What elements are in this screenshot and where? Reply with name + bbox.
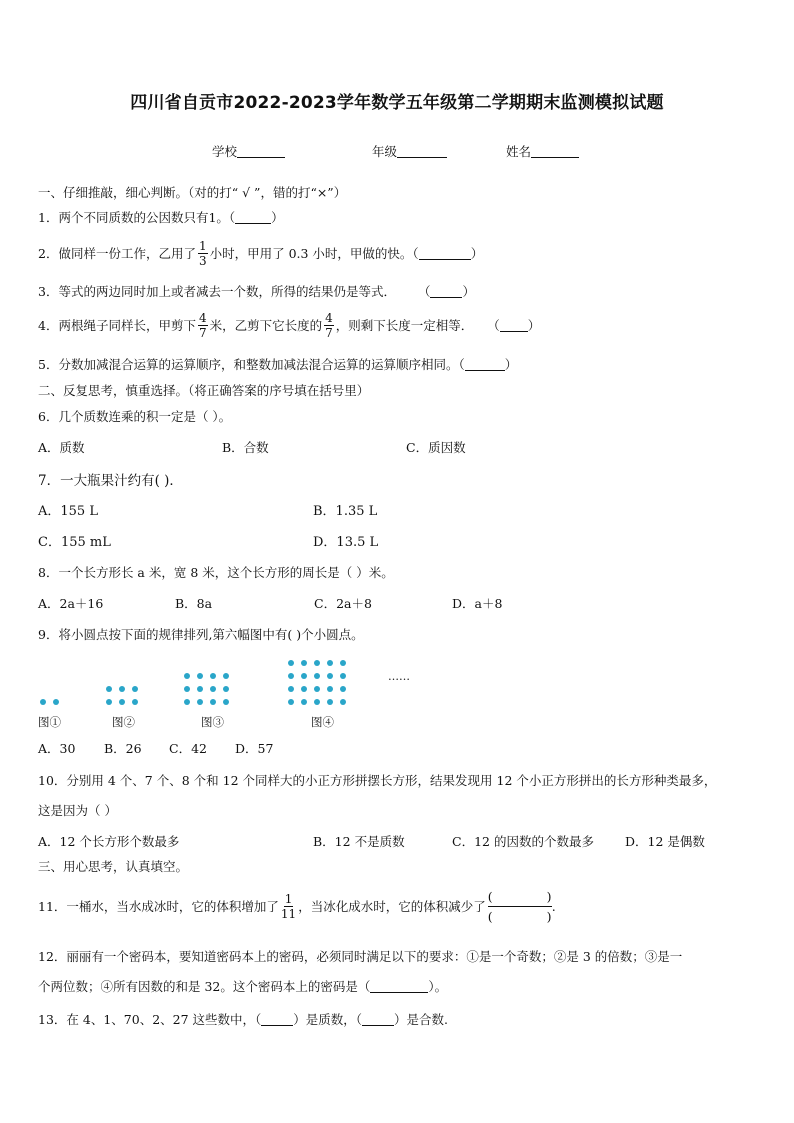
q9-option-b[interactable]: B．26 xyxy=(104,741,142,756)
dot xyxy=(223,686,229,692)
q9-option-c[interactable]: C．42 xyxy=(169,741,207,756)
name-label: 姓名 xyxy=(506,144,532,159)
q1-text: 1．两个不同质数的公因数只有1。（ xyxy=(38,210,236,225)
question-8: 8．一个长方形长 a 米，宽 8 米，这个长方形的周长是（ ）米。 xyxy=(38,565,394,580)
q7-option-c[interactable]: C．155 mL xyxy=(38,535,111,550)
dot xyxy=(288,673,294,679)
q4-fraction-2: $\frac{4}{7}$ xyxy=(325,310,333,340)
dot xyxy=(301,673,307,679)
question-12-line-2 xyxy=(38,977,447,995)
q4-fraction-1: $\frac{4}{7}$ xyxy=(198,310,207,340)
q2-fraction: $\frac{1}{3}$ xyxy=(198,238,207,268)
q4-pre: 4．两根绳子同样长，甲剪下 xyxy=(38,318,196,333)
q11-end: . xyxy=(551,898,556,914)
fig-label-3: 图③ xyxy=(201,715,224,729)
q3-open: （ xyxy=(417,284,431,299)
dot xyxy=(132,699,138,705)
q11-pre: 11．一桶水，当水成冰时，它的体积增加了 xyxy=(38,899,279,914)
question-10-line-2: 这是因为（ ） xyxy=(38,803,117,818)
q12-line2-post: ）。 xyxy=(428,979,448,994)
question-6: 6．几个质数连乘的积一定是（ ）。 xyxy=(38,409,232,424)
q10-option-c[interactable]: C．12 的因数的个数最多 xyxy=(452,834,594,849)
dot xyxy=(327,660,333,666)
dot xyxy=(340,660,346,666)
fig-label-4: 图④ xyxy=(311,715,334,729)
question-4 xyxy=(38,310,540,340)
q1-close: ） xyxy=(271,210,284,225)
section-3-heading: 三、用心思考，认真填空。 xyxy=(38,859,189,874)
name-field xyxy=(506,142,579,160)
dot xyxy=(210,673,216,679)
q10-option-d[interactable]: D．12 是偶数 xyxy=(625,834,705,849)
q4-mid: 米，乙剪下它长度的 xyxy=(209,318,323,333)
dot xyxy=(340,699,346,705)
dot xyxy=(314,660,320,666)
section-2-heading: 二、反复思考，慎重选择。（将正确答案的序号填在括号里） xyxy=(38,383,370,398)
dot xyxy=(106,699,112,705)
question-1 xyxy=(38,208,284,226)
q10-option-a[interactable]: A．12 个长方形个数最多 xyxy=(38,834,180,849)
section-1-heading: 一、仔细推敲，细心判断。（对的打“ √ ”，错的打“×”） xyxy=(38,185,347,200)
grade-field xyxy=(372,142,447,160)
dot xyxy=(223,699,229,705)
q3-close: ） xyxy=(462,284,475,299)
question-13 xyxy=(38,1010,448,1028)
dot xyxy=(132,686,138,692)
q8-option-c[interactable]: C．2a＋8 xyxy=(314,596,372,611)
dot xyxy=(301,660,307,666)
dot xyxy=(210,686,216,692)
dot xyxy=(340,686,346,692)
q7-option-d[interactable]: D．13.5 L xyxy=(313,535,379,550)
dot xyxy=(197,673,203,679)
q12-blank[interactable] xyxy=(370,980,428,993)
question-2 xyxy=(38,238,483,268)
dot xyxy=(184,686,190,692)
q3-blank[interactable] xyxy=(430,285,462,298)
dot xyxy=(53,699,59,705)
q3-text: 3．等式的两边同时加上或者减去一个数，所得的结果仍是等式． xyxy=(38,284,396,299)
q9-option-d[interactable]: D．57 xyxy=(235,741,274,756)
dot xyxy=(288,660,294,666)
dot xyxy=(301,686,307,692)
q9-ellipsis: …… xyxy=(388,670,410,683)
question-10-line-1: 10．分别用 4 个、7 个、8 个和 12 个同样大的小正方形拼摆长方形，结果发现用 12 个小正方形拼出的长方形种类最多， xyxy=(38,773,717,788)
dot xyxy=(288,699,294,705)
grade-label: 年级 xyxy=(372,144,398,159)
q13-pre: 13．在 4、1、70、2、27 这些数中，（ xyxy=(38,1012,262,1027)
dot xyxy=(340,673,346,679)
q1-blank[interactable] xyxy=(235,211,271,224)
q11-post: ，当冰化成水时，它的体积减少了 xyxy=(298,899,486,914)
q10-option-b[interactable]: B．12 不是质数 xyxy=(313,834,405,849)
question-12-line-1: 12．丽丽有一个密码本，要知道密码本上的密码，必须同时满足以下的要求：①是一个奇数；②是 3 的倍数；③是一 xyxy=(38,949,683,964)
question-3 xyxy=(38,282,475,300)
q12-line2-pre: 个两位数；④所有因数的和是 32。这个密码本上的密码是（ xyxy=(38,979,371,994)
question-11 xyxy=(38,884,556,928)
q5-blank[interactable] xyxy=(465,358,505,371)
dot xyxy=(223,673,229,679)
q7-option-b[interactable]: B．1.35 L xyxy=(313,504,378,519)
q2-pre: 2．做同样一份工作，乙用了 xyxy=(38,246,196,261)
q6-option-c[interactable]: C．质因数 xyxy=(406,440,466,455)
q6-option-a[interactable]: A．质数 xyxy=(38,440,85,455)
dot xyxy=(119,686,125,692)
page-title: 四川省自贡市2022-2023学年数学五年级第二学期期末监测模拟试题 xyxy=(130,93,664,113)
q4-post: ，则剩下长度一定相等． xyxy=(335,318,474,333)
q13-blank-2[interactable] xyxy=(362,1013,394,1026)
dot xyxy=(184,699,190,705)
q2-close: ） xyxy=(470,246,484,261)
dot xyxy=(314,686,320,692)
q7-option-a[interactable]: A．155 L xyxy=(38,504,98,519)
dot xyxy=(40,699,46,705)
dot xyxy=(197,699,203,705)
grade-blank[interactable] xyxy=(397,145,447,158)
q9-option-a[interactable]: A．30 xyxy=(38,741,76,756)
question-9: 9．将小圆点按下面的规律排列,第六幅图中有( )个小圆点。 xyxy=(38,627,364,642)
q4-open: （ xyxy=(487,318,500,333)
fig-label-1: 图① xyxy=(38,715,61,729)
q13-post: ）是合数. xyxy=(394,1012,449,1027)
q2-post: 小时，甲用了 0.3 小时，甲做的快。（ xyxy=(209,246,419,261)
dot xyxy=(327,673,333,679)
dot xyxy=(314,699,320,705)
dot xyxy=(197,686,203,692)
school-field xyxy=(212,142,285,160)
q8-option-d[interactable]: D．a＋8 xyxy=(452,596,503,611)
q13-blank-1[interactable] xyxy=(261,1013,293,1026)
q11-fraction: $\frac{1}{11}$ xyxy=(280,891,297,921)
fig-label-2: 图② xyxy=(112,715,135,729)
question-7: 7．一大瓶果汁约有( )． xyxy=(38,473,183,489)
q11-answer-fraction[interactable]: ( ) ( ) xyxy=(487,888,552,924)
name-blank[interactable] xyxy=(531,145,579,158)
dot xyxy=(301,699,307,705)
school-label: 学校 xyxy=(212,144,238,159)
question-5 xyxy=(38,355,517,373)
dot xyxy=(327,699,333,705)
q4-blank[interactable] xyxy=(500,319,528,332)
q8-option-a[interactable]: A．2a＋16 xyxy=(38,596,104,611)
q5-text: 5．分数加减混合运算的运算顺序，和整数加减法混合运算的运算顺序相同。（ xyxy=(38,357,465,372)
school-blank[interactable] xyxy=(237,145,285,158)
q5-close: ） xyxy=(504,357,518,372)
dot xyxy=(210,699,216,705)
dot xyxy=(314,673,320,679)
dot xyxy=(288,686,294,692)
dot xyxy=(106,686,112,692)
q4-close: ） xyxy=(527,318,541,333)
q8-option-b[interactable]: B．8a xyxy=(175,596,213,611)
q2-blank[interactable] xyxy=(419,247,471,260)
dot xyxy=(327,686,333,692)
dot xyxy=(119,699,125,705)
q6-option-b[interactable]: B．合数 xyxy=(222,440,269,455)
q13-mid: ）是质数，（ xyxy=(293,1012,363,1027)
dot xyxy=(184,673,190,679)
